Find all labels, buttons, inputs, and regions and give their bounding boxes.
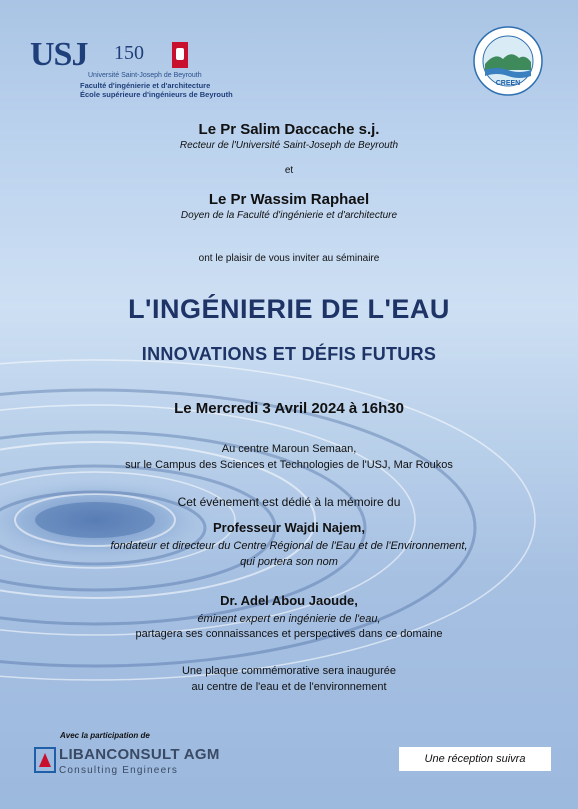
usj-school-name: École supérieure d'ingénieurs de Beyrouth [80,90,233,99]
honoree-desc-2: qui portera son nom [240,556,338,568]
usj-anniversary: 150 [114,42,144,64]
creen-label: CREEN [495,80,521,87]
libanconsult-logo [34,746,220,780]
usj-logo [30,34,233,99]
usj-university-name: Université Saint-Joseph de Beyrouth [88,72,202,79]
plaque-line-2: au centre de l'eau et de l'environnement [191,681,387,693]
speaker-detail: partagera ses connaissances et perspectives dans ce domaine [135,628,443,640]
participation-label: Avec la participation de [60,731,150,740]
plaque-line-1: Une plaque commémorative sera inaugurée [181,665,396,677]
speaker-desc: éminent expert en ingénierie de l'eau, [197,613,381,625]
usj-shield-icon [172,42,188,68]
honoree-name: Professeur Wajdi Najem, [213,520,365,535]
reception-note: Une réception suivra [399,747,551,771]
host-2-role: Doyen de la Faculté d'ingénierie et d'architecture [180,210,398,221]
usj-wordmark: USJ [30,36,88,73]
host-1-name: Le Pr Salim Daccache s.j. [198,121,380,138]
venue-line-2: sur le Campus des Sciences et Technologies de l'USJ, Mar Roukos [125,459,453,471]
seminar-subtitle: INNOVATIONS ET DÉFIS FUTURS [141,344,437,364]
usj-faculty-name: Faculté d'ingénierie et d'architecture [80,81,211,90]
dedication: Cet événement est dédié à la mémoire du [177,495,401,509]
seminar-title: L'INGÉNIERIE DE L'EAU [128,294,450,324]
honoree-desc-1: fondateur et directeur du Centre Régional de l'Eau et de l'Environnement, [110,540,468,552]
venue-line-1: Au centre Maroun Semaan, [221,443,357,455]
host-2-name: Le Pr Wassim Raphael [208,191,370,208]
sponsor-subtitle: Consulting Engineers [59,765,179,776]
creen-seal-logo [473,26,543,96]
conjunction: et [284,165,294,176]
libanconsult-mark-icon [34,747,56,773]
invite-text: ont le plaisir de vous inviter au séminaire [198,253,380,264]
sponsor-name: LIBANCONSULT AGM [59,746,220,763]
event-date: Le Mercredi 3 Avril 2024 à 16h30 [174,400,404,417]
host-1-role: Recteur de l'Université Saint-Joseph de Beyrouth [179,140,399,151]
speaker-name: Dr. Adel Abou Jaoude, [220,593,358,608]
